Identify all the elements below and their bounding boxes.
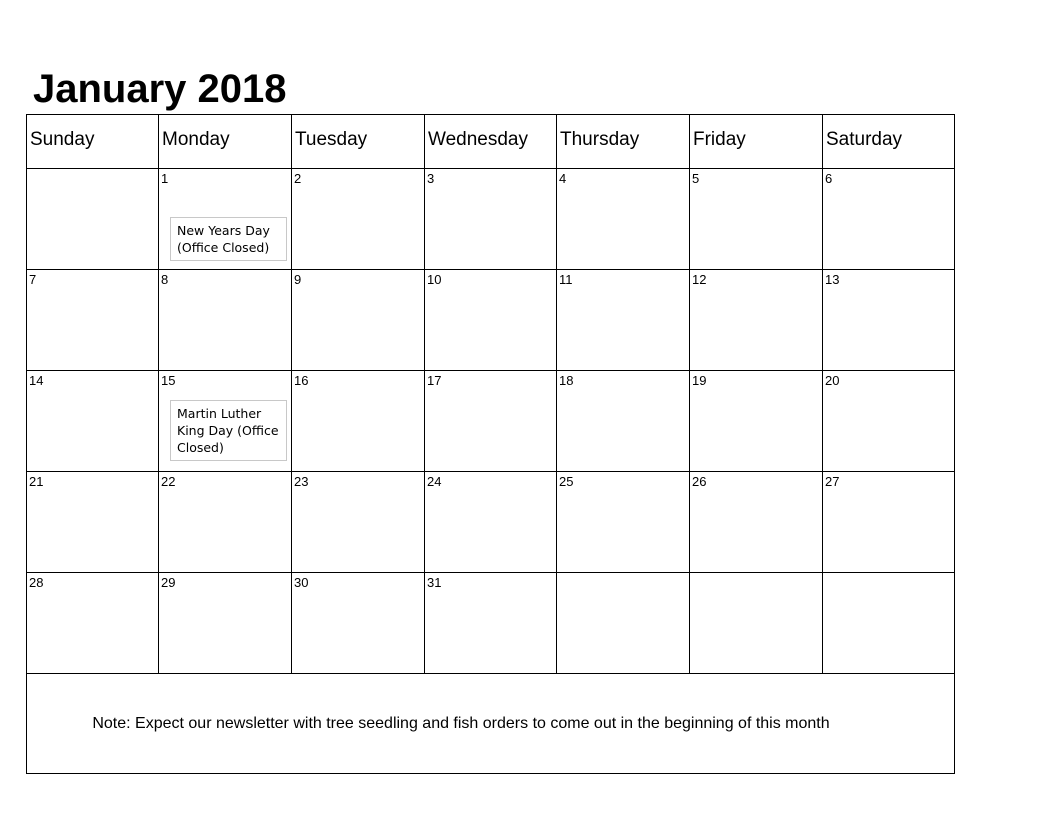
day-number: 31 [427, 575, 442, 590]
day-cell [158, 168, 291, 269]
day-cell [26, 471, 158, 572]
weekday-header-wednesday: Wednesday [424, 114, 556, 168]
day-number: 17 [427, 373, 442, 388]
day-cell [158, 269, 291, 370]
day-cell [556, 269, 689, 370]
day-number: 7 [29, 272, 37, 287]
weekday-header-sunday: Sunday [26, 114, 158, 168]
day-number: 28 [29, 575, 44, 590]
day-cell [291, 168, 424, 269]
day-cell [291, 370, 424, 471]
day-cell [689, 269, 822, 370]
day-number: 23 [294, 474, 309, 489]
day-cell [822, 269, 955, 370]
day-number: 8 [161, 272, 169, 287]
day-cell [158, 370, 291, 471]
day-number: 22 [161, 474, 176, 489]
day-number: 1 [161, 171, 169, 186]
page-title: January 2018 [33, 67, 287, 111]
day-cell [424, 572, 556, 673]
day-number: 21 [29, 474, 44, 489]
weekday-header-saturday: Saturday [822, 114, 955, 168]
day-number: 18 [559, 373, 574, 388]
day-cell [556, 370, 689, 471]
day-cell [689, 370, 822, 471]
day-number: 16 [294, 373, 309, 388]
day-cell [291, 269, 424, 370]
day-cell [26, 269, 158, 370]
day-cell [26, 572, 158, 673]
day-number: 13 [825, 272, 840, 287]
weekday-header-monday: Monday [158, 114, 291, 168]
day-cell [689, 168, 822, 269]
day-cell [822, 572, 955, 673]
day-number: 20 [825, 373, 840, 388]
day-cell [424, 370, 556, 471]
day-number: 3 [427, 171, 435, 186]
day-cell [158, 572, 291, 673]
day-number: 26 [692, 474, 707, 489]
day-cell [26, 370, 158, 471]
day-number: 27 [825, 474, 840, 489]
day-cell [158, 471, 291, 572]
event-note: New Years Day (Office Closed) [170, 217, 287, 261]
day-cell [291, 572, 424, 673]
event-note: Martin Luther King Day (Office Closed) [170, 400, 287, 461]
day-cell [424, 269, 556, 370]
day-number: 19 [692, 373, 707, 388]
day-cell [556, 572, 689, 673]
day-number: 29 [161, 575, 176, 590]
day-number: 10 [427, 272, 442, 287]
note-text: Note: Expect our newsletter with tree seedling and fish orders to come out in the beginning of this month [92, 715, 830, 732]
day-number: 5 [692, 171, 700, 186]
weekday-header-thursday: Thursday [556, 114, 689, 168]
day-number: 12 [692, 272, 707, 287]
day-cell [291, 471, 424, 572]
day-cell [689, 572, 822, 673]
day-number: 14 [29, 373, 44, 388]
day-number: 4 [559, 171, 567, 186]
day-cell [689, 471, 822, 572]
day-cell [424, 471, 556, 572]
day-number: 9 [294, 272, 302, 287]
day-cell [556, 471, 689, 572]
weekday-header-friday: Friday [689, 114, 822, 168]
day-cell [822, 370, 955, 471]
day-number: 11 [559, 272, 573, 287]
day-cell [424, 168, 556, 269]
weekday-header-tuesday: Tuesday [291, 114, 424, 168]
day-cell [26, 168, 158, 269]
day-number: 24 [427, 474, 442, 489]
day-cell [822, 471, 955, 572]
day-cell [556, 168, 689, 269]
day-number: 25 [559, 474, 574, 489]
day-cell [822, 168, 955, 269]
day-number: 30 [294, 575, 309, 590]
day-number: 15 [161, 373, 176, 388]
note-row [26, 673, 955, 774]
day-number: 6 [825, 171, 833, 186]
day-number: 2 [294, 171, 302, 186]
